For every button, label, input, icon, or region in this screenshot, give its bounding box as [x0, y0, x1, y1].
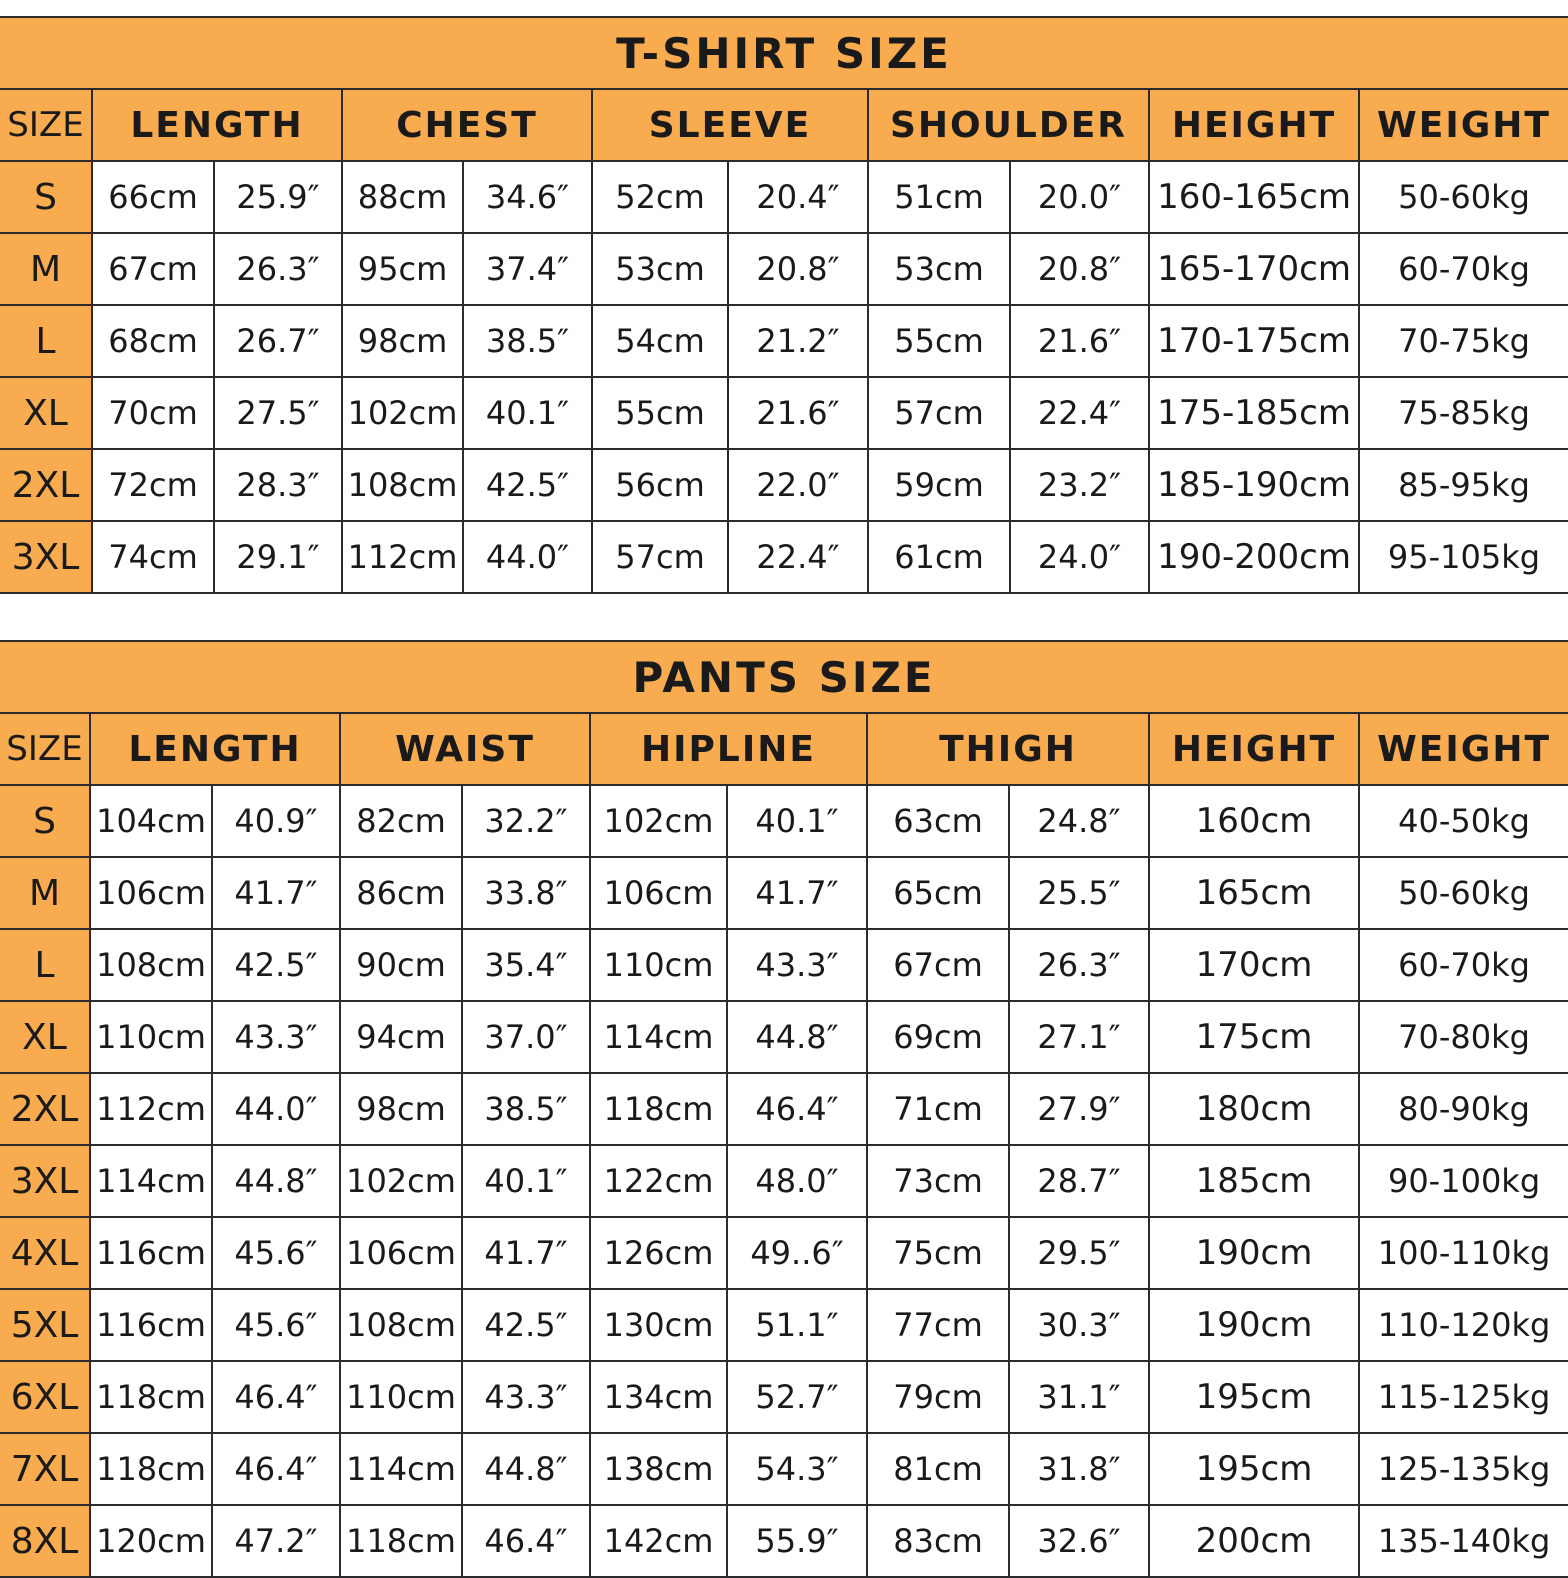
measure-cell: 94cm [340, 1001, 462, 1073]
size-label: 5XL [0, 1289, 90, 1361]
table-row [0, 1001, 1568, 1073]
measure-cell: 46.4″ [462, 1505, 590, 1577]
size-label: 2XL [0, 1073, 90, 1145]
measure-cell: 55.9″ [727, 1505, 867, 1577]
measure-cell: 46.4″ [212, 1433, 340, 1505]
measure-cell: 40.9″ [212, 785, 340, 857]
measure-cell: 108cm [90, 929, 212, 1001]
table-row [0, 1433, 1568, 1505]
measure-cell: 114cm [340, 1433, 462, 1505]
table-row [0, 377, 1568, 449]
measure-cell: 69cm [867, 1001, 1009, 1073]
pants-header-row [0, 713, 1568, 785]
weight-cell: 80-90kg [1359, 1073, 1568, 1145]
measure-cell: 57cm [592, 521, 728, 593]
measure-cell: 61cm [868, 521, 1010, 593]
measure-cell: 122cm [590, 1145, 727, 1217]
table-row [0, 233, 1568, 305]
measure-cell: 40.1″ [727, 785, 867, 857]
measure-cell: 29.1″ [214, 521, 342, 593]
measure-cell: 22.0″ [728, 449, 868, 521]
measure-cell: 82cm [340, 785, 462, 857]
measure-cell: 30.3″ [1009, 1289, 1149, 1361]
table-row [0, 449, 1568, 521]
weight-cell: 125-135kg [1359, 1433, 1568, 1505]
weight-cell: 70-75kg [1359, 305, 1568, 377]
col-header-weight: WEIGHT [1359, 713, 1568, 785]
pants-title: PANTS SIZE [0, 641, 1568, 713]
table-row [0, 785, 1568, 857]
measure-cell: 77cm [867, 1289, 1009, 1361]
weight-cell: 90-100kg [1359, 1145, 1568, 1217]
measure-cell: 112cm [342, 521, 463, 593]
measure-cell: 44.0″ [212, 1073, 340, 1145]
table-row [0, 1145, 1568, 1217]
measure-cell: 52cm [592, 161, 728, 233]
table-row [0, 161, 1568, 233]
measure-cell: 67cm [92, 233, 214, 305]
col-header-shoulder: SHOULDER [868, 89, 1149, 161]
measure-cell: 40.1″ [463, 377, 592, 449]
measure-cell: 32.2″ [462, 785, 590, 857]
height-cell: 190cm [1149, 1289, 1359, 1361]
measure-cell: 42.5″ [212, 929, 340, 1001]
measure-cell: 63cm [867, 785, 1009, 857]
height-cell: 170cm [1149, 929, 1359, 1001]
measure-cell: 118cm [90, 1433, 212, 1505]
measure-cell: 31.8″ [1009, 1433, 1149, 1505]
measure-cell: 65cm [867, 857, 1009, 929]
measure-cell: 21.6″ [728, 377, 868, 449]
measure-cell: 142cm [590, 1505, 727, 1577]
measure-cell: 81cm [867, 1433, 1009, 1505]
measure-cell: 44.8″ [212, 1145, 340, 1217]
measure-cell: 41.7″ [462, 1217, 590, 1289]
pants-size-table [0, 640, 1568, 1578]
height-cell: 175-185cm [1149, 377, 1359, 449]
weight-cell: 115-125kg [1359, 1361, 1568, 1433]
measure-cell: 37.4″ [463, 233, 592, 305]
height-cell: 160cm [1149, 785, 1359, 857]
measure-cell: 20.4″ [728, 161, 868, 233]
measure-cell: 54.3″ [727, 1433, 867, 1505]
col-header-height: HEIGHT [1149, 713, 1359, 785]
measure-cell: 110cm [90, 1001, 212, 1073]
measure-cell: 28.3″ [214, 449, 342, 521]
measure-cell: 43.3″ [212, 1001, 340, 1073]
measure-cell: 72cm [92, 449, 214, 521]
measure-cell: 41.7″ [727, 857, 867, 929]
measure-cell: 98cm [340, 1073, 462, 1145]
measure-cell: 45.6″ [212, 1289, 340, 1361]
measure-cell: 75cm [867, 1217, 1009, 1289]
measure-cell: 24.0″ [1010, 521, 1149, 593]
weight-cell: 95-105kg [1359, 521, 1568, 593]
weight-cell: 50-60kg [1359, 857, 1568, 929]
height-cell: 165-170cm [1149, 233, 1359, 305]
col-header-weight: WEIGHT [1359, 89, 1568, 161]
measure-cell: 102cm [340, 1145, 462, 1217]
measure-cell: 43.3″ [727, 929, 867, 1001]
measure-cell: 37.0″ [462, 1001, 590, 1073]
height-cell: 165cm [1149, 857, 1359, 929]
measure-cell: 88cm [342, 161, 463, 233]
measure-cell: 116cm [90, 1289, 212, 1361]
height-cell: 175cm [1149, 1001, 1359, 1073]
measure-cell: 20.8″ [1010, 233, 1149, 305]
size-label: L [0, 305, 92, 377]
measure-cell: 95cm [342, 233, 463, 305]
measure-cell: 20.8″ [728, 233, 868, 305]
measure-cell: 55cm [592, 377, 728, 449]
measure-cell: 114cm [590, 1001, 727, 1073]
measure-cell: 138cm [590, 1433, 727, 1505]
size-label: S [0, 161, 92, 233]
measure-cell: 110cm [340, 1361, 462, 1433]
measure-cell: 130cm [590, 1289, 727, 1361]
measure-cell: 40.1″ [462, 1145, 590, 1217]
measure-cell: 27.1″ [1009, 1001, 1149, 1073]
measure-cell: 23.2″ [1010, 449, 1149, 521]
height-cell: 185cm [1149, 1145, 1359, 1217]
height-cell: 170-175cm [1149, 305, 1359, 377]
measure-cell: 106cm [90, 857, 212, 929]
measure-cell: 26.3″ [1009, 929, 1149, 1001]
measure-cell: 44.8″ [727, 1001, 867, 1073]
measure-cell: 45.6″ [212, 1217, 340, 1289]
col-header-length: LENGTH [92, 89, 342, 161]
measure-cell: 21.6″ [1010, 305, 1149, 377]
height-cell: 160-165cm [1149, 161, 1359, 233]
measure-cell: 108cm [342, 449, 463, 521]
measure-cell: 46.4″ [727, 1073, 867, 1145]
measure-cell: 27.5″ [214, 377, 342, 449]
table-row [0, 521, 1568, 593]
measure-cell: 25.5″ [1009, 857, 1149, 929]
measure-cell: 25.9″ [214, 161, 342, 233]
measure-cell: 106cm [590, 857, 727, 929]
measure-cell: 34.6″ [463, 161, 592, 233]
measure-cell: 20.0″ [1010, 161, 1149, 233]
measure-cell: 43.3″ [462, 1361, 590, 1433]
table-row [0, 1073, 1568, 1145]
height-cell: 190-200cm [1149, 521, 1359, 593]
table-row [0, 1505, 1568, 1577]
weight-cell: 75-85kg [1359, 377, 1568, 449]
size-label: 7XL [0, 1433, 90, 1505]
measure-cell: 112cm [90, 1073, 212, 1145]
size-label: XL [0, 377, 92, 449]
col-header-length: LENGTH [90, 713, 340, 785]
size-label: 2XL [0, 449, 92, 521]
measure-cell: 44.8″ [462, 1433, 590, 1505]
measure-cell: 86cm [340, 857, 462, 929]
weight-cell: 135-140kg [1359, 1505, 1568, 1577]
size-label: XL [0, 1001, 90, 1073]
measure-cell: 42.5″ [463, 449, 592, 521]
measure-cell: 54cm [592, 305, 728, 377]
measure-cell: 48.0″ [727, 1145, 867, 1217]
measure-cell: 90cm [340, 929, 462, 1001]
measure-cell: 21.2″ [728, 305, 868, 377]
col-header-sleeve: SLEEVE [592, 89, 868, 161]
measure-cell: 56cm [592, 449, 728, 521]
measure-cell: 24.8″ [1009, 785, 1149, 857]
measure-cell: 120cm [90, 1505, 212, 1577]
weight-cell: 110-120kg [1359, 1289, 1568, 1361]
col-header-hipline: HIPLINE [590, 713, 867, 785]
table-row [0, 305, 1568, 377]
measure-cell: 59cm [868, 449, 1010, 521]
weight-cell: 70-80kg [1359, 1001, 1568, 1073]
measure-cell: 35.4″ [462, 929, 590, 1001]
size-label: 8XL [0, 1505, 90, 1577]
tshirt-size-table [0, 16, 1568, 594]
measure-cell: 104cm [90, 785, 212, 857]
size-label: 3XL [0, 1145, 90, 1217]
height-cell: 195cm [1149, 1361, 1359, 1433]
col-header-waist: WAIST [340, 713, 590, 785]
measure-cell: 51.1″ [727, 1289, 867, 1361]
measure-cell: 22.4″ [728, 521, 868, 593]
table-row [0, 929, 1568, 1001]
size-label: M [0, 233, 92, 305]
measure-cell: 110cm [590, 929, 727, 1001]
measure-cell: 49..6″ [727, 1217, 867, 1289]
height-cell: 185-190cm [1149, 449, 1359, 521]
measure-cell: 118cm [340, 1505, 462, 1577]
measure-cell: 32.6″ [1009, 1505, 1149, 1577]
measure-cell: 31.1″ [1009, 1361, 1149, 1433]
col-header-chest: CHEST [342, 89, 592, 161]
measure-cell: 27.9″ [1009, 1073, 1149, 1145]
measure-cell: 44.0″ [463, 521, 592, 593]
weight-cell: 100-110kg [1359, 1217, 1568, 1289]
weight-cell: 50-60kg [1359, 161, 1568, 233]
measure-cell: 71cm [867, 1073, 1009, 1145]
table-row [0, 1217, 1568, 1289]
col-header-thigh: THIGH [867, 713, 1149, 785]
measure-cell: 66cm [92, 161, 214, 233]
measure-cell: 70cm [92, 377, 214, 449]
measure-cell: 33.8″ [462, 857, 590, 929]
measure-cell: 57cm [868, 377, 1010, 449]
size-label: 3XL [0, 521, 92, 593]
measure-cell: 83cm [867, 1505, 1009, 1577]
measure-cell: 26.3″ [214, 233, 342, 305]
height-cell: 195cm [1149, 1433, 1359, 1505]
measure-cell: 47.2″ [212, 1505, 340, 1577]
measure-cell: 53cm [592, 233, 728, 305]
measure-cell: 102cm [342, 377, 463, 449]
measure-cell: 134cm [590, 1361, 727, 1433]
measure-cell: 116cm [90, 1217, 212, 1289]
measure-cell: 38.5″ [463, 305, 592, 377]
measure-cell: 74cm [92, 521, 214, 593]
measure-cell: 51cm [868, 161, 1010, 233]
height-cell: 200cm [1149, 1505, 1359, 1577]
measure-cell: 102cm [590, 785, 727, 857]
measure-cell: 67cm [867, 929, 1009, 1001]
size-label: 6XL [0, 1361, 90, 1433]
size-label: L [0, 929, 90, 1001]
height-cell: 190cm [1149, 1217, 1359, 1289]
weight-cell: 40-50kg [1359, 785, 1568, 857]
measure-cell: 73cm [867, 1145, 1009, 1217]
tshirt-header-row [0, 89, 1568, 161]
measure-cell: 41.7″ [212, 857, 340, 929]
measure-cell: 26.7″ [214, 305, 342, 377]
measure-cell: 98cm [342, 305, 463, 377]
measure-cell: 38.5″ [462, 1073, 590, 1145]
measure-cell: 118cm [90, 1361, 212, 1433]
measure-cell: 46.4″ [212, 1361, 340, 1433]
measure-cell: 52.7″ [727, 1361, 867, 1433]
size-label: 4XL [0, 1217, 90, 1289]
size-label: M [0, 857, 90, 929]
measure-cell: 53cm [868, 233, 1010, 305]
measure-cell: 42.5″ [462, 1289, 590, 1361]
weight-cell: 60-70kg [1359, 233, 1568, 305]
weight-cell: 85-95kg [1359, 449, 1568, 521]
measure-cell: 22.4″ [1010, 377, 1149, 449]
height-cell: 180cm [1149, 1073, 1359, 1145]
table-row [0, 1361, 1568, 1433]
col-header-height: HEIGHT [1149, 89, 1359, 161]
measure-cell: 126cm [590, 1217, 727, 1289]
measure-cell: 55cm [868, 305, 1010, 377]
measure-cell: 79cm [867, 1361, 1009, 1433]
tshirt-title: T-SHIRT SIZE [0, 17, 1568, 89]
measure-cell: 108cm [340, 1289, 462, 1361]
measure-cell: 106cm [340, 1217, 462, 1289]
measure-cell: 118cm [590, 1073, 727, 1145]
table-row [0, 1289, 1568, 1361]
weight-cell: 60-70kg [1359, 929, 1568, 1001]
measure-cell: 114cm [90, 1145, 212, 1217]
measure-cell: 29.5″ [1009, 1217, 1149, 1289]
table-row [0, 857, 1568, 929]
measure-cell: 28.7″ [1009, 1145, 1149, 1217]
col-header-size: SIZE [0, 713, 90, 785]
size-label: S [0, 785, 90, 857]
col-header-size: SIZE [0, 89, 92, 161]
measure-cell: 68cm [92, 305, 214, 377]
